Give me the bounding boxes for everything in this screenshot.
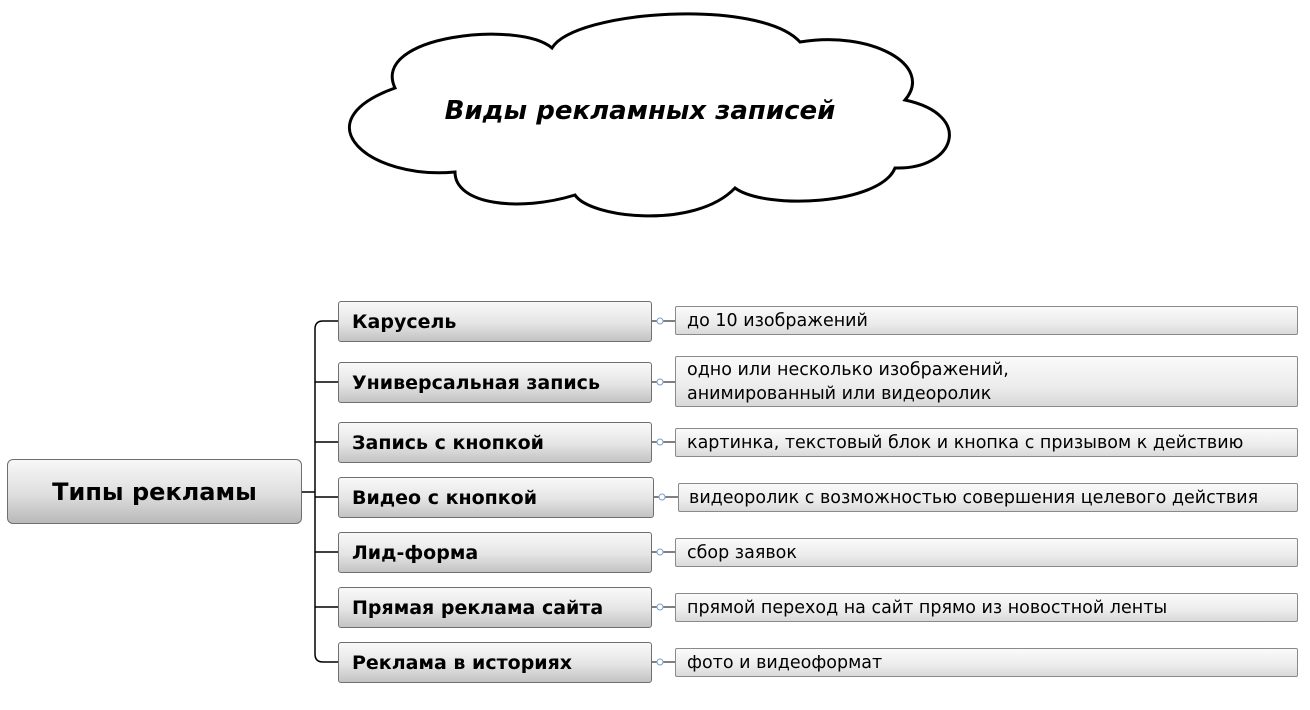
collapse-dot-icon bbox=[657, 604, 663, 610]
collapse-dot-icon bbox=[657, 659, 663, 665]
type-node[interactable]: Реклама в историях bbox=[338, 642, 652, 683]
cloud-title: Виды рекламных записей bbox=[444, 96, 836, 126]
root-node[interactable]: Типы рекламы bbox=[7, 459, 302, 524]
type-node[interactable]: Лид-форма bbox=[338, 532, 652, 573]
type-node[interactable]: Видео с кнопкой bbox=[338, 477, 654, 518]
description-node[interactable]: прямой переход на сайт прямо из новостной ленты bbox=[675, 593, 1298, 622]
description-node[interactable]: до 10 изображений bbox=[675, 306, 1298, 335]
description-node[interactable]: видеоролик с возможностью совершения целевого действия bbox=[678, 483, 1298, 512]
collapse-dot-icon bbox=[657, 439, 663, 445]
collapse-dot-icon bbox=[657, 379, 663, 385]
branch-connector bbox=[315, 654, 338, 662]
collapse-dot-icon bbox=[657, 549, 663, 555]
description-node[interactable]: одно или несколько изображений, анимированный или видеоролик bbox=[675, 356, 1298, 407]
description-node[interactable]: сбор заявок bbox=[675, 538, 1298, 567]
type-node[interactable]: Прямая реклама сайта bbox=[338, 587, 652, 628]
description-node[interactable]: картинка, текстовый блок и кнопка с призывом к действию bbox=[675, 428, 1298, 457]
collapse-dot-icon bbox=[659, 494, 665, 500]
type-node[interactable]: Запись с кнопкой bbox=[338, 422, 652, 463]
branch-connector bbox=[315, 321, 338, 329]
type-node[interactable]: Универсальная запись bbox=[338, 362, 652, 403]
type-node[interactable]: Карусель bbox=[338, 301, 652, 342]
collapse-dot-icon bbox=[657, 318, 663, 324]
description-node[interactable]: фото и видеоформат bbox=[675, 648, 1298, 677]
